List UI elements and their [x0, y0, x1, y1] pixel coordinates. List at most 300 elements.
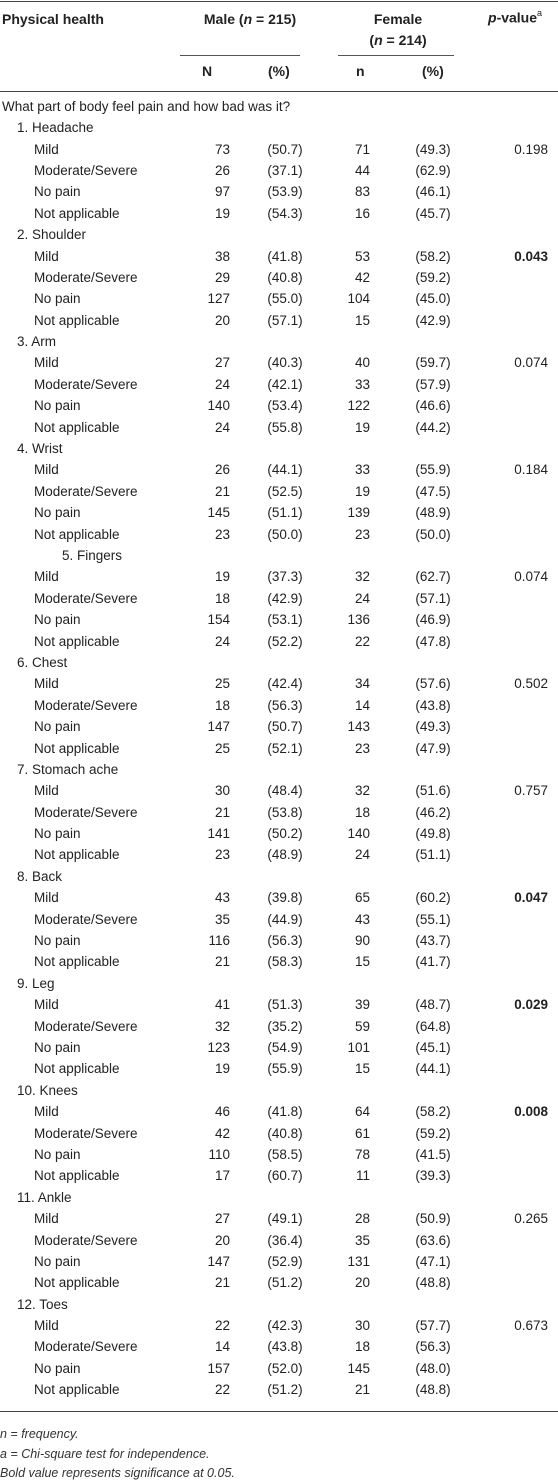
male-count: 141 — [207, 826, 230, 842]
male-count: 19 — [214, 1061, 230, 1077]
male-count: 147 — [207, 719, 230, 735]
female-count: 42 — [354, 269, 370, 285]
male-percent: (37.1) — [267, 162, 303, 178]
male-percent: (52.2) — [267, 633, 303, 649]
region-label: 7. Stomach ache — [17, 761, 119, 777]
male-count: 140 — [207, 398, 230, 414]
p-value — [466, 1015, 558, 1036]
male-count: 18 — [214, 590, 230, 606]
p-value — [466, 1037, 558, 1058]
p-value: 0.502 — [514, 676, 549, 692]
table-row — [0, 951, 558, 972]
p-value — [466, 502, 558, 523]
p-value — [466, 1229, 558, 1250]
level-label: Not applicable — [34, 1275, 120, 1291]
male-percent: (48.4) — [267, 783, 303, 799]
female-count: 28 — [354, 1211, 370, 1227]
female-count: 24 — [354, 590, 370, 606]
table-row — [0, 780, 558, 801]
male-count: 42 — [214, 1125, 230, 1141]
female-percent: (64.8) — [415, 1018, 451, 1034]
question-text: What part of body feel pain and how bad was it? — [2, 99, 291, 114]
male-count: 41 — [214, 997, 230, 1013]
male-count: 73 — [214, 141, 230, 157]
region-row — [0, 1080, 558, 1101]
table-row — [0, 481, 558, 502]
p-value — [466, 374, 558, 395]
male-count: 21 — [214, 483, 230, 499]
female-percent: (45.0) — [415, 291, 451, 307]
female-percent: (39.3) — [415, 1168, 451, 1184]
female-count: 122 — [347, 398, 370, 414]
p-value — [466, 844, 558, 865]
table-row — [0, 1144, 558, 1165]
subheader-female-percent: (%) — [422, 63, 444, 79]
male-count: 35 — [214, 911, 230, 927]
table-row — [0, 566, 558, 587]
table-row — [0, 352, 558, 373]
female-percent: (46.6) — [415, 398, 451, 414]
table-row — [0, 416, 558, 437]
female-percent: (47.8) — [415, 633, 451, 649]
level-label: Mild — [34, 248, 59, 264]
female-percent: (58.2) — [415, 1104, 451, 1120]
table-row — [0, 802, 558, 823]
table-row — [0, 203, 558, 224]
female-percent: (59.2) — [415, 1125, 451, 1141]
p-value: 0.029 — [514, 997, 549, 1013]
male-count: 24 — [214, 376, 230, 392]
p-value — [466, 1251, 558, 1272]
footnotes — [0, 1425, 235, 1484]
female-percent: (51.1) — [415, 847, 451, 863]
table-row — [0, 523, 558, 544]
bottom-rule — [0, 1411, 558, 1412]
level-label: Mild — [34, 676, 59, 692]
subheader-N: N — [202, 63, 213, 79]
male-percent: (48.9) — [267, 847, 303, 863]
table-row — [0, 1229, 558, 1250]
female-percent: (48.9) — [415, 505, 451, 521]
female-percent: (45.7) — [415, 205, 451, 221]
male-count: 22 — [214, 1318, 230, 1334]
p-value — [466, 203, 558, 224]
female-percent: (62.7) — [415, 569, 451, 585]
table-row — [0, 908, 558, 929]
female-count: 33 — [354, 462, 370, 478]
male-percent: (54.3) — [267, 205, 303, 221]
female-count: 16 — [354, 205, 370, 221]
female-count: 65 — [354, 890, 370, 906]
male-percent: (53.9) — [267, 184, 303, 200]
header-physical-health: Physical health — [2, 11, 104, 27]
table-row — [0, 630, 558, 651]
female-percent: (44.2) — [415, 419, 451, 435]
female-count: 39 — [354, 997, 370, 1013]
region-row — [0, 224, 558, 245]
table-row — [0, 459, 558, 480]
level-label: Not applicable — [34, 633, 120, 649]
male-percent: (57.1) — [267, 312, 303, 328]
footnote-bold-significance: Bold value represents significance at 0.05. — [0, 1466, 235, 1480]
male-percent: (42.3) — [267, 1318, 303, 1334]
table-row — [0, 1165, 558, 1186]
level-label: No pain — [34, 933, 81, 949]
male-count: 17 — [214, 1168, 230, 1184]
male-count: 110 — [208, 1146, 230, 1162]
p-value: 0.074 — [514, 569, 549, 585]
male-count: 21 — [214, 954, 230, 970]
p-value: 0.008 — [514, 1104, 549, 1120]
subheader-male-percent: (%) — [268, 63, 290, 79]
female-percent: (48.7) — [415, 997, 451, 1013]
level-label: Mild — [34, 890, 59, 906]
level-label: Moderate/Severe — [34, 590, 138, 606]
region-label: 10. Knees — [17, 1082, 78, 1098]
level-label: No pain — [34, 184, 81, 200]
female-percent: (42.9) — [415, 312, 451, 328]
male-count: 32 — [214, 1018, 230, 1034]
male-percent: (58.3) — [267, 954, 303, 970]
level-label: Moderate/Severe — [34, 269, 138, 285]
male-count: 116 — [208, 933, 230, 949]
table-row — [0, 588, 558, 609]
p-value: 0.043 — [514, 248, 549, 264]
level-label: Moderate/Severe — [34, 804, 138, 820]
female-count: 32 — [354, 783, 370, 799]
female-count: 83 — [354, 184, 370, 200]
female-percent: (48.0) — [415, 1360, 451, 1376]
p-value — [466, 481, 558, 502]
region-label: 12. Toes — [17, 1296, 68, 1312]
female-count: 145 — [347, 1360, 370, 1376]
level-label: No pain — [34, 1253, 81, 1269]
region-label: 4. Wrist — [17, 441, 63, 457]
level-label: Mild — [34, 462, 59, 478]
male-percent: (52.0) — [267, 1360, 303, 1376]
male-percent: (42.9) — [267, 590, 303, 606]
table-row — [0, 716, 558, 737]
female-percent: (44.1) — [415, 1061, 451, 1077]
top-rule — [0, 1, 558, 2]
p-value — [466, 716, 558, 737]
female-percent: (62.9) — [415, 162, 451, 178]
female-count: 131 — [347, 1253, 370, 1269]
female-count: 23 — [354, 526, 370, 542]
male-count: 21 — [214, 1275, 230, 1291]
male-count: 147 — [207, 1253, 230, 1269]
header-male: Male (n = 215) — [203, 11, 297, 27]
table-row — [0, 310, 558, 331]
female-count: 14 — [354, 697, 370, 713]
male-percent: (40.8) — [267, 269, 303, 285]
male-percent: (37.3) — [267, 569, 303, 585]
region-row — [0, 652, 558, 673]
female-percent: (49.3) — [415, 141, 451, 157]
female-percent: (47.9) — [415, 740, 451, 756]
female-count: 15 — [354, 954, 370, 970]
level-label: No pain — [34, 826, 81, 842]
female-percent: (57.7) — [415, 1318, 451, 1334]
level-label: No pain — [34, 612, 81, 628]
region-label: 11. Ankle — [17, 1189, 72, 1205]
female-percent: (47.5) — [415, 483, 451, 499]
region-row — [0, 866, 558, 887]
table-row — [0, 395, 558, 416]
female-count: 139 — [347, 505, 370, 521]
p-value — [466, 1336, 558, 1357]
female-percent: (46.2) — [415, 804, 451, 820]
level-label: No pain — [34, 291, 81, 307]
footnote-frequency: n = frequency. — [0, 1427, 79, 1441]
male-count: 20 — [214, 1232, 230, 1248]
male-percent: (42.1) — [267, 376, 303, 392]
male-percent: (50.7) — [267, 719, 303, 735]
male-count: 29 — [214, 269, 230, 285]
female-percent: (51.6) — [415, 783, 451, 799]
male-percent: (56.3) — [267, 933, 303, 949]
female-count: 32 — [354, 569, 370, 585]
p-value: 0.198 — [514, 141, 549, 157]
level-label: Mild — [34, 569, 59, 585]
region-row — [0, 1293, 558, 1314]
male-count: 23 — [214, 526, 230, 542]
table-row — [0, 1358, 558, 1379]
female-percent: (43.7) — [415, 933, 451, 949]
level-label: No pain — [34, 1146, 81, 1162]
male-percent: (49.1) — [267, 1211, 303, 1227]
level-label: Mild — [34, 355, 59, 371]
male-percent: (41.8) — [267, 248, 303, 264]
level-label: Not applicable — [34, 740, 120, 756]
p-value — [466, 695, 558, 716]
female-count: 64 — [354, 1104, 370, 1120]
p-value — [466, 1122, 558, 1143]
female-percent: (41.7) — [415, 954, 451, 970]
female-count: 90 — [354, 933, 370, 949]
table-row — [0, 1379, 558, 1400]
male-count: 123 — [207, 1039, 230, 1055]
female-count: 101 — [347, 1039, 370, 1055]
table-row — [0, 1101, 558, 1122]
p-value — [466, 267, 558, 288]
level-label: Not applicable — [34, 1061, 120, 1077]
level-label: Not applicable — [34, 312, 120, 328]
region-label: 3. Arm — [17, 334, 57, 350]
p-value — [466, 951, 558, 972]
female-count: 143 — [347, 719, 370, 735]
p-value — [466, 523, 558, 544]
female-count: 22 — [354, 633, 370, 649]
p-value: 0.673 — [514, 1318, 549, 1334]
region-label: 5. Fingers — [62, 548, 123, 563]
female-count: 71 — [354, 141, 370, 157]
level-label: No pain — [34, 719, 81, 735]
region-row — [0, 331, 558, 352]
p-value — [466, 160, 558, 181]
male-count: 154 — [207, 612, 230, 628]
level-label: Moderate/Severe — [34, 1339, 138, 1355]
header-bottom-rule — [0, 91, 558, 92]
p-value — [466, 737, 558, 758]
region-label: 6. Chest — [17, 654, 68, 670]
table-row — [0, 1336, 558, 1357]
male-count: 157 — [207, 1360, 230, 1376]
male-percent: (39.8) — [267, 890, 303, 906]
level-label: Mild — [34, 141, 59, 157]
level-label: Moderate/Severe — [34, 376, 138, 392]
male-percent: (58.5) — [267, 1146, 303, 1162]
male-count: 24 — [214, 633, 230, 649]
male-count: 38 — [214, 248, 230, 264]
female-percent: (59.2) — [415, 269, 451, 285]
footnote-chi-square: a = Chi-square test for independence. — [0, 1446, 210, 1461]
female-count: 21 — [354, 1382, 370, 1398]
female-percent: (46.9) — [415, 612, 451, 628]
female-percent: (43.8) — [415, 697, 451, 713]
region-row — [0, 973, 558, 994]
male-percent: (50.0) — [267, 526, 303, 542]
level-label: Moderate/Severe — [34, 697, 138, 713]
level-label: Moderate/Severe — [34, 162, 138, 178]
female-count: 19 — [354, 483, 370, 499]
table-row — [0, 181, 558, 202]
female-percent: (59.7) — [415, 355, 451, 371]
male-percent: (53.8) — [267, 804, 303, 820]
table-row — [0, 374, 558, 395]
level-label: Moderate/Severe — [34, 1018, 138, 1034]
male-count: 127 — [207, 291, 230, 307]
male-count: 97 — [214, 184, 230, 200]
female-percent: (49.8) — [415, 826, 451, 842]
level-label: Not applicable — [34, 1168, 120, 1184]
p-value — [466, 181, 558, 202]
female-percent: (55.9) — [415, 462, 451, 478]
p-value — [466, 1272, 558, 1293]
table-row — [0, 887, 558, 908]
p-value — [466, 1058, 558, 1079]
male-percent: (44.9) — [267, 911, 303, 927]
region-row — [0, 438, 558, 459]
table-row — [0, 823, 558, 844]
male-count: 19 — [214, 205, 230, 221]
female-count: 136 — [347, 612, 370, 628]
female-count: 104 — [347, 291, 370, 307]
male-percent: (52.5) — [267, 483, 303, 499]
female-percent: (49.3) — [415, 719, 451, 735]
female-count: 11 — [355, 1168, 370, 1184]
level-label: Mild — [34, 783, 59, 799]
p-value — [466, 908, 558, 929]
female-count: 61 — [354, 1125, 370, 1141]
male-count: 22 — [214, 1382, 230, 1398]
male-percent: (52.1) — [267, 740, 303, 756]
table-row — [0, 994, 558, 1015]
table-row — [0, 1272, 558, 1293]
level-label: No pain — [34, 1360, 81, 1376]
female-percent: (41.5) — [415, 1146, 451, 1162]
level-label: No pain — [34, 1039, 81, 1055]
female-count: 15 — [354, 1061, 370, 1077]
region-label: 9. Leg — [17, 975, 55, 991]
p-value — [466, 395, 558, 416]
p-value — [466, 588, 558, 609]
region-label: 2. Shoulder — [17, 227, 87, 243]
female-percent: (57.9) — [415, 376, 451, 392]
table-row — [0, 1122, 558, 1143]
male-percent: (60.7) — [267, 1168, 303, 1184]
p-value — [466, 823, 558, 844]
header-p-value: p-value$^a$ — [488, 8, 543, 26]
male-count: 19 — [214, 569, 230, 585]
female-count: 20 — [354, 1275, 370, 1291]
male-percent: (50.7) — [267, 141, 303, 157]
table-row — [0, 737, 558, 758]
female-group-rule — [338, 55, 454, 56]
male-count: 18 — [214, 697, 230, 713]
female-count: 30 — [354, 1318, 370, 1334]
male-percent: (40.3) — [267, 355, 303, 371]
male-count: 30 — [214, 783, 230, 799]
male-percent: (42.4) — [267, 676, 303, 692]
table-row — [0, 502, 558, 523]
table-row — [0, 267, 558, 288]
question-row — [0, 96, 558, 117]
p-value: 0.074 — [514, 355, 549, 371]
level-label: No pain — [34, 398, 81, 414]
table-row — [0, 1315, 558, 1336]
male-count: 14 — [214, 1339, 230, 1355]
female-count: 44 — [354, 162, 370, 178]
female-percent: (46.1) — [415, 184, 451, 200]
table-row — [0, 695, 558, 716]
p-value — [466, 310, 558, 331]
level-label: Mild — [34, 1318, 59, 1334]
table-row — [0, 288, 558, 309]
male-percent: (51.2) — [267, 1275, 303, 1291]
male-count: 20 — [214, 312, 230, 328]
male-percent: (43.8) — [267, 1339, 303, 1355]
region-label: 8. Back — [17, 868, 63, 884]
subheader-n: n — [356, 63, 365, 79]
male-percent: (51.3) — [267, 997, 303, 1013]
female-percent: (56.3) — [415, 1339, 451, 1355]
p-value — [466, 630, 558, 651]
table-row — [0, 160, 558, 181]
level-label: Mild — [34, 997, 59, 1013]
male-count: 25 — [214, 676, 230, 692]
header-female-line1: Female — [373, 11, 423, 27]
male-count: 46 — [214, 1104, 230, 1120]
female-count: 140 — [347, 826, 370, 842]
table-row — [0, 245, 558, 266]
male-percent: (41.8) — [267, 1104, 303, 1120]
level-label: Not applicable — [34, 526, 120, 542]
p-value — [466, 1379, 558, 1400]
p-value: 0.047 — [514, 890, 549, 906]
male-percent: (55.8) — [267, 419, 303, 435]
region-row — [0, 545, 558, 566]
table-row — [0, 609, 558, 630]
male-percent: (51.2) — [267, 1382, 303, 1398]
level-label: Moderate/Severe — [34, 1125, 138, 1141]
male-count: 43 — [214, 890, 230, 906]
female-percent: (57.6) — [415, 676, 451, 692]
p-value: 0.757 — [514, 783, 549, 799]
male-percent: (51.1) — [267, 505, 303, 521]
table-row — [0, 1208, 558, 1229]
table-row — [0, 1251, 558, 1272]
